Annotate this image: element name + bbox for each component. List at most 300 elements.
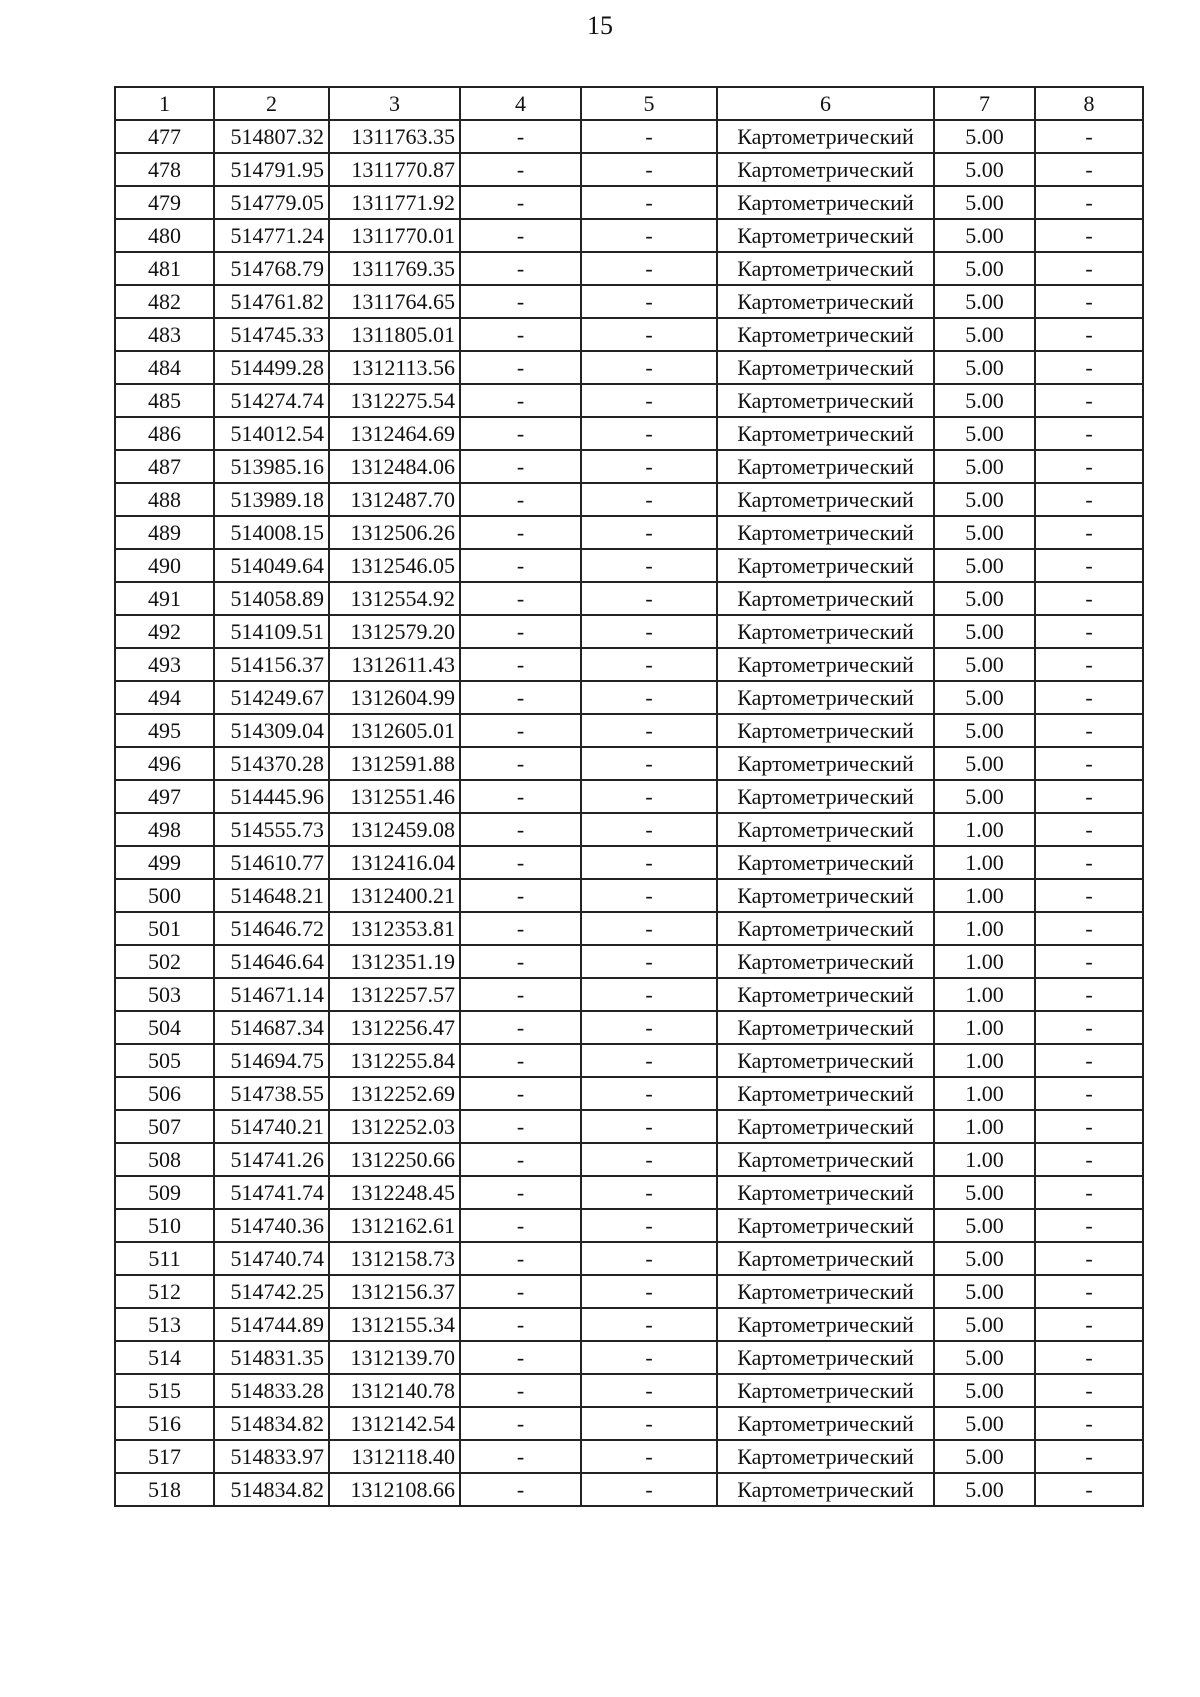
table-row — [115, 1242, 1143, 1275]
y-coordinate-cell: 1312459.08 — [329, 813, 460, 846]
column-5-cell: - — [581, 516, 717, 549]
column-5-cell: - — [581, 219, 717, 252]
x-coordinate-cell: 514738.55 — [214, 1077, 329, 1110]
column-8-cell: - — [1035, 1077, 1143, 1110]
method-cell: Картометрический — [717, 1374, 934, 1407]
y-coordinate-cell: 1312484.06 — [329, 450, 460, 483]
column-8-cell: - — [1035, 1308, 1143, 1341]
column-5-cell: - — [581, 285, 717, 318]
column-8-cell: - — [1035, 1044, 1143, 1077]
method-cell: Картометрический — [717, 1011, 934, 1044]
x-coordinate-cell: 514740.74 — [214, 1242, 329, 1275]
column-4-cell: - — [460, 1440, 581, 1473]
point-number-cell: 477 — [115, 120, 214, 153]
table-row — [115, 120, 1143, 153]
x-coordinate-cell: 513989.18 — [214, 483, 329, 516]
column-5-cell: - — [581, 681, 717, 714]
column-5-cell: - — [581, 1176, 717, 1209]
table-row — [115, 1176, 1143, 1209]
point-number-cell: 492 — [115, 615, 214, 648]
column-4-cell: - — [460, 1011, 581, 1044]
point-number-cell: 491 — [115, 582, 214, 615]
column-header: 5 — [581, 87, 717, 120]
method-cell: Картометрический — [717, 1341, 934, 1374]
point-number-cell: 496 — [115, 747, 214, 780]
y-coordinate-cell: 1312604.99 — [329, 681, 460, 714]
y-coordinate-cell: 1312351.19 — [329, 945, 460, 978]
column-header: 1 — [115, 87, 214, 120]
table-row — [115, 945, 1143, 978]
table-row — [115, 1077, 1143, 1110]
table-row — [115, 912, 1143, 945]
method-cell: Картометрический — [717, 153, 934, 186]
column-4-cell: - — [460, 648, 581, 681]
method-cell: Картометрический — [717, 384, 934, 417]
point-number-cell: 517 — [115, 1440, 214, 1473]
method-cell: Картометрический — [717, 219, 934, 252]
column-4-cell: - — [460, 846, 581, 879]
y-coordinate-cell: 1311805.01 — [329, 318, 460, 351]
y-coordinate-cell: 1312353.81 — [329, 912, 460, 945]
y-coordinate-cell: 1312579.20 — [329, 615, 460, 648]
column-4-cell: - — [460, 1308, 581, 1341]
column-4-cell: - — [460, 1374, 581, 1407]
column-4-cell: - — [460, 1242, 581, 1275]
y-coordinate-cell: 1312142.54 — [329, 1407, 460, 1440]
point-number-cell: 484 — [115, 351, 214, 384]
column-4-cell: - — [460, 252, 581, 285]
y-coordinate-cell: 1312551.46 — [329, 780, 460, 813]
accuracy-cell: 5.00 — [934, 582, 1035, 615]
y-coordinate-cell: 1312162.61 — [329, 1209, 460, 1242]
column-8-cell: - — [1035, 219, 1143, 252]
x-coordinate-cell: 514742.25 — [214, 1275, 329, 1308]
column-8-cell: - — [1035, 483, 1143, 516]
y-coordinate-cell: 1312400.21 — [329, 879, 460, 912]
column-8-cell: - — [1035, 1374, 1143, 1407]
accuracy-cell: 5.00 — [934, 1275, 1035, 1308]
method-cell: Картометрический — [717, 648, 934, 681]
table-row — [115, 714, 1143, 747]
column-4-cell: - — [460, 219, 581, 252]
y-coordinate-cell: 1312252.03 — [329, 1110, 460, 1143]
column-5-cell: - — [581, 1209, 717, 1242]
table-body — [115, 120, 1143, 1506]
column-8-cell: - — [1035, 417, 1143, 450]
column-header: 4 — [460, 87, 581, 120]
table-row — [115, 549, 1143, 582]
column-header: 6 — [717, 87, 934, 120]
method-cell: Картометрический — [717, 1110, 934, 1143]
x-coordinate-cell: 514744.89 — [214, 1308, 329, 1341]
point-number-cell: 497 — [115, 780, 214, 813]
column-5-cell: - — [581, 483, 717, 516]
point-number-cell: 515 — [115, 1374, 214, 1407]
table-row — [115, 978, 1143, 1011]
table-row — [115, 285, 1143, 318]
y-coordinate-cell: 1312139.70 — [329, 1341, 460, 1374]
point-number-cell: 486 — [115, 417, 214, 450]
method-cell: Картометрический — [717, 483, 934, 516]
table-row — [115, 318, 1143, 351]
column-4-cell: - — [460, 417, 581, 450]
accuracy-cell: 1.00 — [934, 1143, 1035, 1176]
column-4-cell: - — [460, 450, 581, 483]
column-8-cell: - — [1035, 1110, 1143, 1143]
x-coordinate-cell: 514109.51 — [214, 615, 329, 648]
accuracy-cell: 5.00 — [934, 615, 1035, 648]
x-coordinate-cell: 514834.82 — [214, 1407, 329, 1440]
x-coordinate-cell: 514499.28 — [214, 351, 329, 384]
column-8-cell: - — [1035, 1242, 1143, 1275]
point-number-cell: 506 — [115, 1077, 214, 1110]
point-number-cell: 495 — [115, 714, 214, 747]
column-4-cell: - — [460, 1341, 581, 1374]
column-4-cell: - — [460, 1473, 581, 1506]
column-4-cell: - — [460, 813, 581, 846]
column-5-cell: - — [581, 1440, 717, 1473]
table-row — [115, 1473, 1143, 1506]
method-cell: Картометрический — [717, 912, 934, 945]
point-number-cell: 478 — [115, 153, 214, 186]
method-cell: Картометрический — [717, 351, 934, 384]
accuracy-cell: 5.00 — [934, 747, 1035, 780]
column-4-cell: - — [460, 1077, 581, 1110]
column-8-cell: - — [1035, 1176, 1143, 1209]
x-coordinate-cell: 514740.21 — [214, 1110, 329, 1143]
column-8-cell: - — [1035, 582, 1143, 615]
column-8-cell: - — [1035, 846, 1143, 879]
column-5-cell: - — [581, 1407, 717, 1440]
y-coordinate-cell: 1312605.01 — [329, 714, 460, 747]
y-coordinate-cell: 1312248.45 — [329, 1176, 460, 1209]
accuracy-cell: 5.00 — [934, 1473, 1035, 1506]
column-4-cell: - — [460, 1176, 581, 1209]
x-coordinate-cell: 514058.89 — [214, 582, 329, 615]
point-number-cell: 507 — [115, 1110, 214, 1143]
method-cell: Картометрический — [717, 780, 934, 813]
y-coordinate-cell: 1312113.56 — [329, 351, 460, 384]
column-5-cell: - — [581, 417, 717, 450]
table-row — [115, 747, 1143, 780]
table-row — [115, 351, 1143, 384]
column-8-cell: - — [1035, 1407, 1143, 1440]
point-number-cell: 488 — [115, 483, 214, 516]
column-8-cell: - — [1035, 285, 1143, 318]
x-coordinate-cell: 514274.74 — [214, 384, 329, 417]
y-coordinate-cell: 1312275.54 — [329, 384, 460, 417]
y-coordinate-cell: 1311763.35 — [329, 120, 460, 153]
method-cell: Картометрический — [717, 1407, 934, 1440]
column-4-cell: - — [460, 318, 581, 351]
column-5-cell: - — [581, 1110, 717, 1143]
column-8-cell: - — [1035, 1143, 1143, 1176]
accuracy-cell: 5.00 — [934, 516, 1035, 549]
y-coordinate-cell: 1311769.35 — [329, 252, 460, 285]
method-cell: Картометрический — [717, 1176, 934, 1209]
column-4-cell: - — [460, 879, 581, 912]
table-row — [115, 153, 1143, 186]
x-coordinate-cell: 514745.33 — [214, 318, 329, 351]
y-coordinate-cell: 1312156.37 — [329, 1275, 460, 1308]
table-row — [115, 1044, 1143, 1077]
y-coordinate-cell: 1312256.47 — [329, 1011, 460, 1044]
point-number-cell: 500 — [115, 879, 214, 912]
table-row — [115, 186, 1143, 219]
x-coordinate-cell: 514741.74 — [214, 1176, 329, 1209]
column-8-cell: - — [1035, 351, 1143, 384]
accuracy-cell: 1.00 — [934, 1011, 1035, 1044]
table-row — [115, 483, 1143, 516]
accuracy-cell: 5.00 — [934, 120, 1035, 153]
column-8-cell: - — [1035, 516, 1143, 549]
point-number-cell: 479 — [115, 186, 214, 219]
method-cell: Картометрический — [717, 879, 934, 912]
column-5-cell: - — [581, 351, 717, 384]
column-4-cell: - — [460, 747, 581, 780]
column-4-cell: - — [460, 351, 581, 384]
column-4-cell: - — [460, 780, 581, 813]
method-cell: Картометрический — [717, 285, 934, 318]
column-5-cell: - — [581, 1374, 717, 1407]
x-coordinate-cell: 514791.95 — [214, 153, 329, 186]
x-coordinate-cell: 514370.28 — [214, 747, 329, 780]
accuracy-cell: 5.00 — [934, 450, 1035, 483]
x-coordinate-cell: 514445.96 — [214, 780, 329, 813]
x-coordinate-cell: 514648.21 — [214, 879, 329, 912]
accuracy-cell: 5.00 — [934, 1176, 1035, 1209]
method-cell: Картометрический — [717, 516, 934, 549]
column-header: 8 — [1035, 87, 1143, 120]
column-5-cell: - — [581, 153, 717, 186]
table-row — [115, 582, 1143, 615]
table-row — [115, 648, 1143, 681]
y-coordinate-cell: 1312250.66 — [329, 1143, 460, 1176]
y-coordinate-cell: 1312255.84 — [329, 1044, 460, 1077]
column-5-cell: - — [581, 615, 717, 648]
method-cell: Картометрический — [717, 318, 934, 351]
accuracy-cell: 5.00 — [934, 1209, 1035, 1242]
point-number-cell: 490 — [115, 549, 214, 582]
point-number-cell: 502 — [115, 945, 214, 978]
accuracy-cell: 5.00 — [934, 252, 1035, 285]
column-4-cell: - — [460, 384, 581, 417]
column-8-cell: - — [1035, 780, 1143, 813]
method-cell: Картометрический — [717, 1440, 934, 1473]
accuracy-cell: 5.00 — [934, 1407, 1035, 1440]
column-4-cell: - — [460, 582, 581, 615]
point-number-cell: 499 — [115, 846, 214, 879]
column-4-cell: - — [460, 681, 581, 714]
accuracy-cell: 5.00 — [934, 1308, 1035, 1341]
accuracy-cell: 5.00 — [934, 318, 1035, 351]
accuracy-cell: 5.00 — [934, 1374, 1035, 1407]
y-coordinate-cell: 1311770.87 — [329, 153, 460, 186]
accuracy-cell: 5.00 — [934, 153, 1035, 186]
accuracy-cell: 5.00 — [934, 351, 1035, 384]
point-number-cell: 494 — [115, 681, 214, 714]
column-4-cell: - — [460, 153, 581, 186]
x-coordinate-cell: 514741.26 — [214, 1143, 329, 1176]
column-5-cell: - — [581, 780, 717, 813]
column-8-cell: - — [1035, 1275, 1143, 1308]
y-coordinate-cell: 1311764.65 — [329, 285, 460, 318]
column-5-cell: - — [581, 945, 717, 978]
table-row — [115, 1341, 1143, 1374]
x-coordinate-cell: 514156.37 — [214, 648, 329, 681]
x-coordinate-cell: 514779.05 — [214, 186, 329, 219]
column-5-cell: - — [581, 1308, 717, 1341]
column-header: 3 — [329, 87, 460, 120]
column-8-cell: - — [1035, 120, 1143, 153]
column-5-cell: - — [581, 714, 717, 747]
table-row — [115, 1440, 1143, 1473]
column-8-cell: - — [1035, 450, 1143, 483]
x-coordinate-cell: 514771.24 — [214, 219, 329, 252]
accuracy-cell: 1.00 — [934, 945, 1035, 978]
method-cell: Картометрический — [717, 945, 934, 978]
accuracy-cell: 5.00 — [934, 186, 1035, 219]
method-cell: Картометрический — [717, 846, 934, 879]
x-coordinate-cell: 514833.97 — [214, 1440, 329, 1473]
method-cell: Картометрический — [717, 747, 934, 780]
column-5-cell: - — [581, 747, 717, 780]
x-coordinate-cell: 514831.35 — [214, 1341, 329, 1374]
column-5-cell: - — [581, 813, 717, 846]
table-row — [115, 219, 1143, 252]
x-coordinate-cell: 514833.28 — [214, 1374, 329, 1407]
y-coordinate-cell: 1312252.69 — [329, 1077, 460, 1110]
column-8-cell: - — [1035, 978, 1143, 1011]
column-4-cell: - — [460, 615, 581, 648]
point-number-cell: 501 — [115, 912, 214, 945]
column-4-cell: - — [460, 1275, 581, 1308]
y-coordinate-cell: 1311771.92 — [329, 186, 460, 219]
x-coordinate-cell: 514671.14 — [214, 978, 329, 1011]
y-coordinate-cell: 1312506.26 — [329, 516, 460, 549]
table-row — [115, 615, 1143, 648]
point-number-cell: 498 — [115, 813, 214, 846]
table-row — [115, 780, 1143, 813]
table-row — [115, 1407, 1143, 1440]
method-cell: Картометрический — [717, 450, 934, 483]
method-cell: Картометрический — [717, 1143, 934, 1176]
column-4-cell: - — [460, 516, 581, 549]
point-number-cell: 510 — [115, 1209, 214, 1242]
point-number-cell: 489 — [115, 516, 214, 549]
column-5-cell: - — [581, 318, 717, 351]
column-8-cell: - — [1035, 153, 1143, 186]
x-coordinate-cell: 514740.36 — [214, 1209, 329, 1242]
column-8-cell: - — [1035, 648, 1143, 681]
y-coordinate-cell: 1312257.57 — [329, 978, 460, 1011]
column-5-cell: - — [581, 384, 717, 417]
x-coordinate-cell: 514694.75 — [214, 1044, 329, 1077]
method-cell: Картометрический — [717, 1308, 934, 1341]
method-cell: Картометрический — [717, 186, 934, 219]
column-8-cell: - — [1035, 318, 1143, 351]
column-5-cell: - — [581, 549, 717, 582]
accuracy-cell: 1.00 — [934, 879, 1035, 912]
accuracy-cell: 5.00 — [934, 648, 1035, 681]
column-5-cell: - — [581, 450, 717, 483]
column-5-cell: - — [581, 648, 717, 681]
table-header-row — [115, 87, 1143, 120]
accuracy-cell: 5.00 — [934, 417, 1035, 450]
x-coordinate-cell: 514761.82 — [214, 285, 329, 318]
table-row — [115, 450, 1143, 483]
y-coordinate-cell: 1312158.73 — [329, 1242, 460, 1275]
column-4-cell: - — [460, 1407, 581, 1440]
column-4-cell: - — [460, 549, 581, 582]
column-5-cell: - — [581, 846, 717, 879]
y-coordinate-cell: 1312155.34 — [329, 1308, 460, 1341]
accuracy-cell: 5.00 — [934, 483, 1035, 516]
x-coordinate-cell: 514309.04 — [214, 714, 329, 747]
column-8-cell: - — [1035, 615, 1143, 648]
method-cell: Картометрический — [717, 120, 934, 153]
x-coordinate-cell: 514807.32 — [214, 120, 329, 153]
column-8-cell: - — [1035, 879, 1143, 912]
point-number-cell: 508 — [115, 1143, 214, 1176]
column-4-cell: - — [460, 186, 581, 219]
table-row — [115, 879, 1143, 912]
point-number-cell: 483 — [115, 318, 214, 351]
column-5-cell: - — [581, 1143, 717, 1176]
point-number-cell: 482 — [115, 285, 214, 318]
point-number-cell: 504 — [115, 1011, 214, 1044]
y-coordinate-cell: 1312591.88 — [329, 747, 460, 780]
point-number-cell: 505 — [115, 1044, 214, 1077]
accuracy-cell: 1.00 — [934, 846, 1035, 879]
column-4-cell: - — [460, 285, 581, 318]
point-number-cell: 503 — [115, 978, 214, 1011]
column-8-cell: - — [1035, 1209, 1143, 1242]
x-coordinate-cell: 514049.64 — [214, 549, 329, 582]
y-coordinate-cell: 1312118.40 — [329, 1440, 460, 1473]
column-5-cell: - — [581, 978, 717, 1011]
table-row — [115, 1374, 1143, 1407]
accuracy-cell: 1.00 — [934, 1044, 1035, 1077]
column-8-cell: - — [1035, 1341, 1143, 1374]
y-coordinate-cell: 1312487.70 — [329, 483, 460, 516]
column-4-cell: - — [460, 1110, 581, 1143]
column-4-cell: - — [460, 978, 581, 1011]
column-5-cell: - — [581, 1011, 717, 1044]
method-cell: Картометрический — [717, 1077, 934, 1110]
x-coordinate-cell: 514834.82 — [214, 1473, 329, 1506]
method-cell: Картометрический — [717, 681, 934, 714]
accuracy-cell: 5.00 — [934, 1440, 1035, 1473]
column-5-cell: - — [581, 879, 717, 912]
y-coordinate-cell: 1312611.43 — [329, 648, 460, 681]
point-number-cell: 481 — [115, 252, 214, 285]
point-number-cell: 480 — [115, 219, 214, 252]
method-cell: Картометрический — [717, 549, 934, 582]
column-8-cell: - — [1035, 945, 1143, 978]
table-row — [115, 681, 1143, 714]
table-row — [115, 252, 1143, 285]
accuracy-cell: 1.00 — [934, 813, 1035, 846]
x-coordinate-cell: 513985.16 — [214, 450, 329, 483]
accuracy-cell: 5.00 — [934, 285, 1035, 318]
point-number-cell: 512 — [115, 1275, 214, 1308]
y-coordinate-cell: 1312464.69 — [329, 417, 460, 450]
point-number-cell: 509 — [115, 1176, 214, 1209]
method-cell: Картометрический — [717, 615, 934, 648]
accuracy-cell: 5.00 — [934, 1242, 1035, 1275]
column-5-cell: - — [581, 1473, 717, 1506]
